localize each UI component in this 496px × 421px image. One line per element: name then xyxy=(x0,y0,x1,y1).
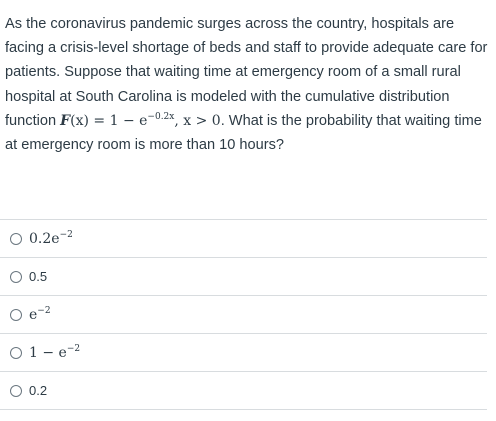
answer-label: 0.2 xyxy=(29,383,48,398)
answer-option-2[interactable] xyxy=(0,258,487,296)
question-ask: . What is the probability that waiting time at emergency room is more than 10 hours? xyxy=(5,112,482,154)
answer-label: $1 - e^{-2}$ xyxy=(29,343,81,361)
radio-button-icon[interactable] xyxy=(10,347,22,359)
radio-button-icon[interactable] xyxy=(10,385,22,397)
cdf-formula xyxy=(60,113,221,129)
formula-exponent: −0.2x xyxy=(147,111,175,122)
formula-condition: , x > 0 xyxy=(174,112,221,129)
answer-option-3[interactable] xyxy=(0,296,487,334)
radio-button-icon[interactable] xyxy=(10,309,22,321)
question-intro: As the coronavirus pandemic surges across the country, hospitals are facing a crisis-level shortage of beds and staff to provide adequate care for patients. Suppose that waiting time at emergency room of a small rural hospital at South Carolina is modeled with the cumulative distribution function xyxy=(5,16,488,129)
formula-body: = 1 − e xyxy=(88,112,148,129)
answer-option-4[interactable] xyxy=(0,334,487,372)
answer-option-5[interactable] xyxy=(0,372,487,410)
answer-label: 0.5 xyxy=(29,269,48,284)
answer-label: $e^{-2}$ xyxy=(29,305,51,323)
answer-label: $0.2e^{-2}$ xyxy=(29,229,73,247)
radio-button-icon[interactable] xyxy=(10,233,22,245)
answer-option-1[interactable] xyxy=(0,220,487,258)
formula-argument: (x) xyxy=(70,112,89,129)
question-text xyxy=(5,12,491,157)
radio-button-icon[interactable] xyxy=(10,271,22,283)
answer-list xyxy=(0,219,487,410)
formula-function-name: F xyxy=(60,112,71,129)
